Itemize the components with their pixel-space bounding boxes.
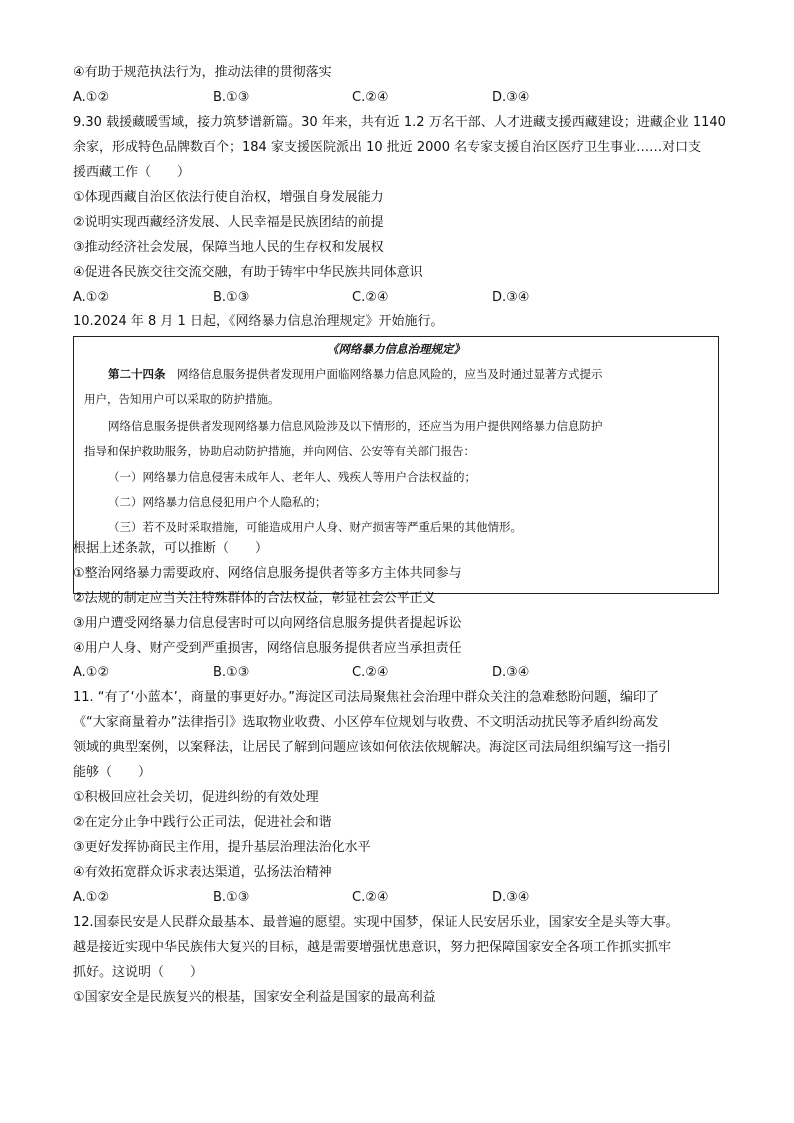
regulation-title: 《网络暴力信息治理规定》 xyxy=(327,342,465,356)
q8-option-c: C.②④ xyxy=(352,90,389,105)
q9-statement-1: ①体现西藏自治区依法行使自治权，增强自身发展能力 xyxy=(73,190,384,205)
q11-statement-1: ①积极回应社会关切，促进纠纷的有效处理 xyxy=(73,790,319,805)
q8-option-d: D.③④ xyxy=(492,90,530,105)
q8-option-a: A.①② xyxy=(73,90,110,105)
q8-statement-4: ④有助于规范执法行为，推动法律的贯彻落实 xyxy=(73,65,332,80)
q11-statement-2: ②在定分止争中践行公正司法，促进社会和谐 xyxy=(73,815,332,830)
q10-option-b: B.①③ xyxy=(213,665,250,680)
q10-option-d: D.③④ xyxy=(492,665,530,680)
q9-statement-4: ④促进各民族交往交流交融，有助于铸牢中华民族共同体意识 xyxy=(73,265,423,280)
q11-stem-line-1: 11. “有了‘小蓝本’，商量的事更好办。”海淀区司法局聚焦社会治理中群众关注的急难愁盼问题，编印了 xyxy=(73,690,660,705)
q11-option-a: A.①② xyxy=(73,890,110,905)
regulation-para-1-line-2: 用户，告知用户可以采取的防护措施。 xyxy=(84,392,280,406)
q12-stem-line-2: 越是接近实现中华民族伟大复兴的目标，越是需要增强忧患意识，努力把保障国家安全各项工作抓实抓牢 xyxy=(73,940,672,955)
q9-statement-3: ③推动经济社会发展，保障当地人民的生存权和发展权 xyxy=(73,240,384,255)
regulation-para-2-line-2: 指导和保护救助服务，协助启动防护措施，并向网信、公安等有关部门报告： xyxy=(84,444,475,458)
q10-option-a: A.①② xyxy=(73,665,110,680)
article-text: 网络信息服务提供者发现用户面临网络暴力信息风险的，应当及时通过显著方式提示 xyxy=(165,367,603,381)
q10-option-c: C.②④ xyxy=(352,665,389,680)
regulation-para-1-line-1 xyxy=(108,366,603,382)
regulation-item-3: （三）若不及时采取措施，可能造成用户人身、财产损害等严重后果的其他情形。 xyxy=(108,520,522,534)
q9-option-b: B.①③ xyxy=(213,290,250,305)
regulation-para-2-line-1: 网络信息服务提供者发现网络暴力信息风险涉及以下情形的，还应当为用户提供网络暴力信息防护 xyxy=(108,419,603,433)
regulation-item-2: （二）网络暴力信息侵犯用户个人隐私的； xyxy=(108,495,327,509)
q11-option-c: C.②④ xyxy=(352,890,389,905)
q9-option-c: C.②④ xyxy=(352,290,389,305)
q12-stem-line-1: 12.国泰民安是人民群众最基本、最普遍的愿望。实现中国梦，保证人民安居乐业，国家安全是头等大事。 xyxy=(73,915,679,930)
q10-statement-1: ①整治网络暴力需要政府、网络信息服务提供者等多方主体共同参与 xyxy=(73,566,462,581)
q10-stem: 10.2024 年 8 月 1 日起，《网络暴力信息治理规定》开始施行。 xyxy=(73,314,444,329)
q10-statement-3: ③用户遭受网络暴力信息侵害时可以向网络信息服务提供者提起诉讼 xyxy=(73,616,462,631)
q11-stem-line-3: 领域的典型案例，以案释法，让居民了解到问题应该如何依法依规解决。海淀区司法局组织编写这一指引 xyxy=(73,740,672,755)
q9-stem-line-2: 余家，形成特色品牌数百个；184 家支援医院派出 10 批近 2000 名专家支援自治区医疗卫生事业……对口支 xyxy=(73,140,702,155)
q10-statement-2: ②法规的制定应当关注特殊群体的合法权益，彰显社会公平正义 xyxy=(73,591,436,606)
q11-stem-line-4: 能够（ ） xyxy=(73,765,152,780)
q10-question: 根据上述条款，可以推断（ ） xyxy=(73,541,269,556)
q11-option-b: B.①③ xyxy=(213,890,250,905)
q11-statement-3: ③更好发挥协商民主作用，提升基层治理法治化水平 xyxy=(73,840,371,855)
q11-statement-4: ④有效拓宽群众诉求表达渠道，弘扬法治精神 xyxy=(73,865,332,880)
q9-stem-line-3: 援西藏工作（ ） xyxy=(73,165,191,180)
q12-stem-line-3: 抓好。这说明（ ） xyxy=(73,965,204,980)
q9-option-a: A.①② xyxy=(73,290,110,305)
q8-option-b: B.①③ xyxy=(213,90,250,105)
q9-stem-line-1: 9.30 载援藏暖雪域，接力筑梦谱新篇。30 年来，共有近 1.2 万名干部、人才进藏支援西藏建设；进藏企业 1140 xyxy=(73,115,726,130)
q11-stem-line-2: 《“大家商量着办”法律指引》选取物业收费、小区停车位规划与收费、不文明活动扰民等矛盾纠纷高发 xyxy=(73,715,659,730)
regulation-item-1: （一）网络暴力信息侵害未成年人、老年人、残疾人等用户合法权益的； xyxy=(108,470,476,484)
q11-option-d: D.③④ xyxy=(492,890,530,905)
q9-option-d: D.③④ xyxy=(492,290,530,305)
article-label: 第二十四条 xyxy=(108,367,166,381)
q9-statement-2: ②说明实现西藏经济发展、人民幸福是民族团结的前提 xyxy=(73,215,384,230)
q10-statement-4: ④用户人身、财产受到严重损害，网络信息服务提供者应当承担责任 xyxy=(73,641,462,656)
q12-statement-1: ①国家安全是民族复兴的根基，国家安全利益是国家的最高利益 xyxy=(73,990,436,1005)
